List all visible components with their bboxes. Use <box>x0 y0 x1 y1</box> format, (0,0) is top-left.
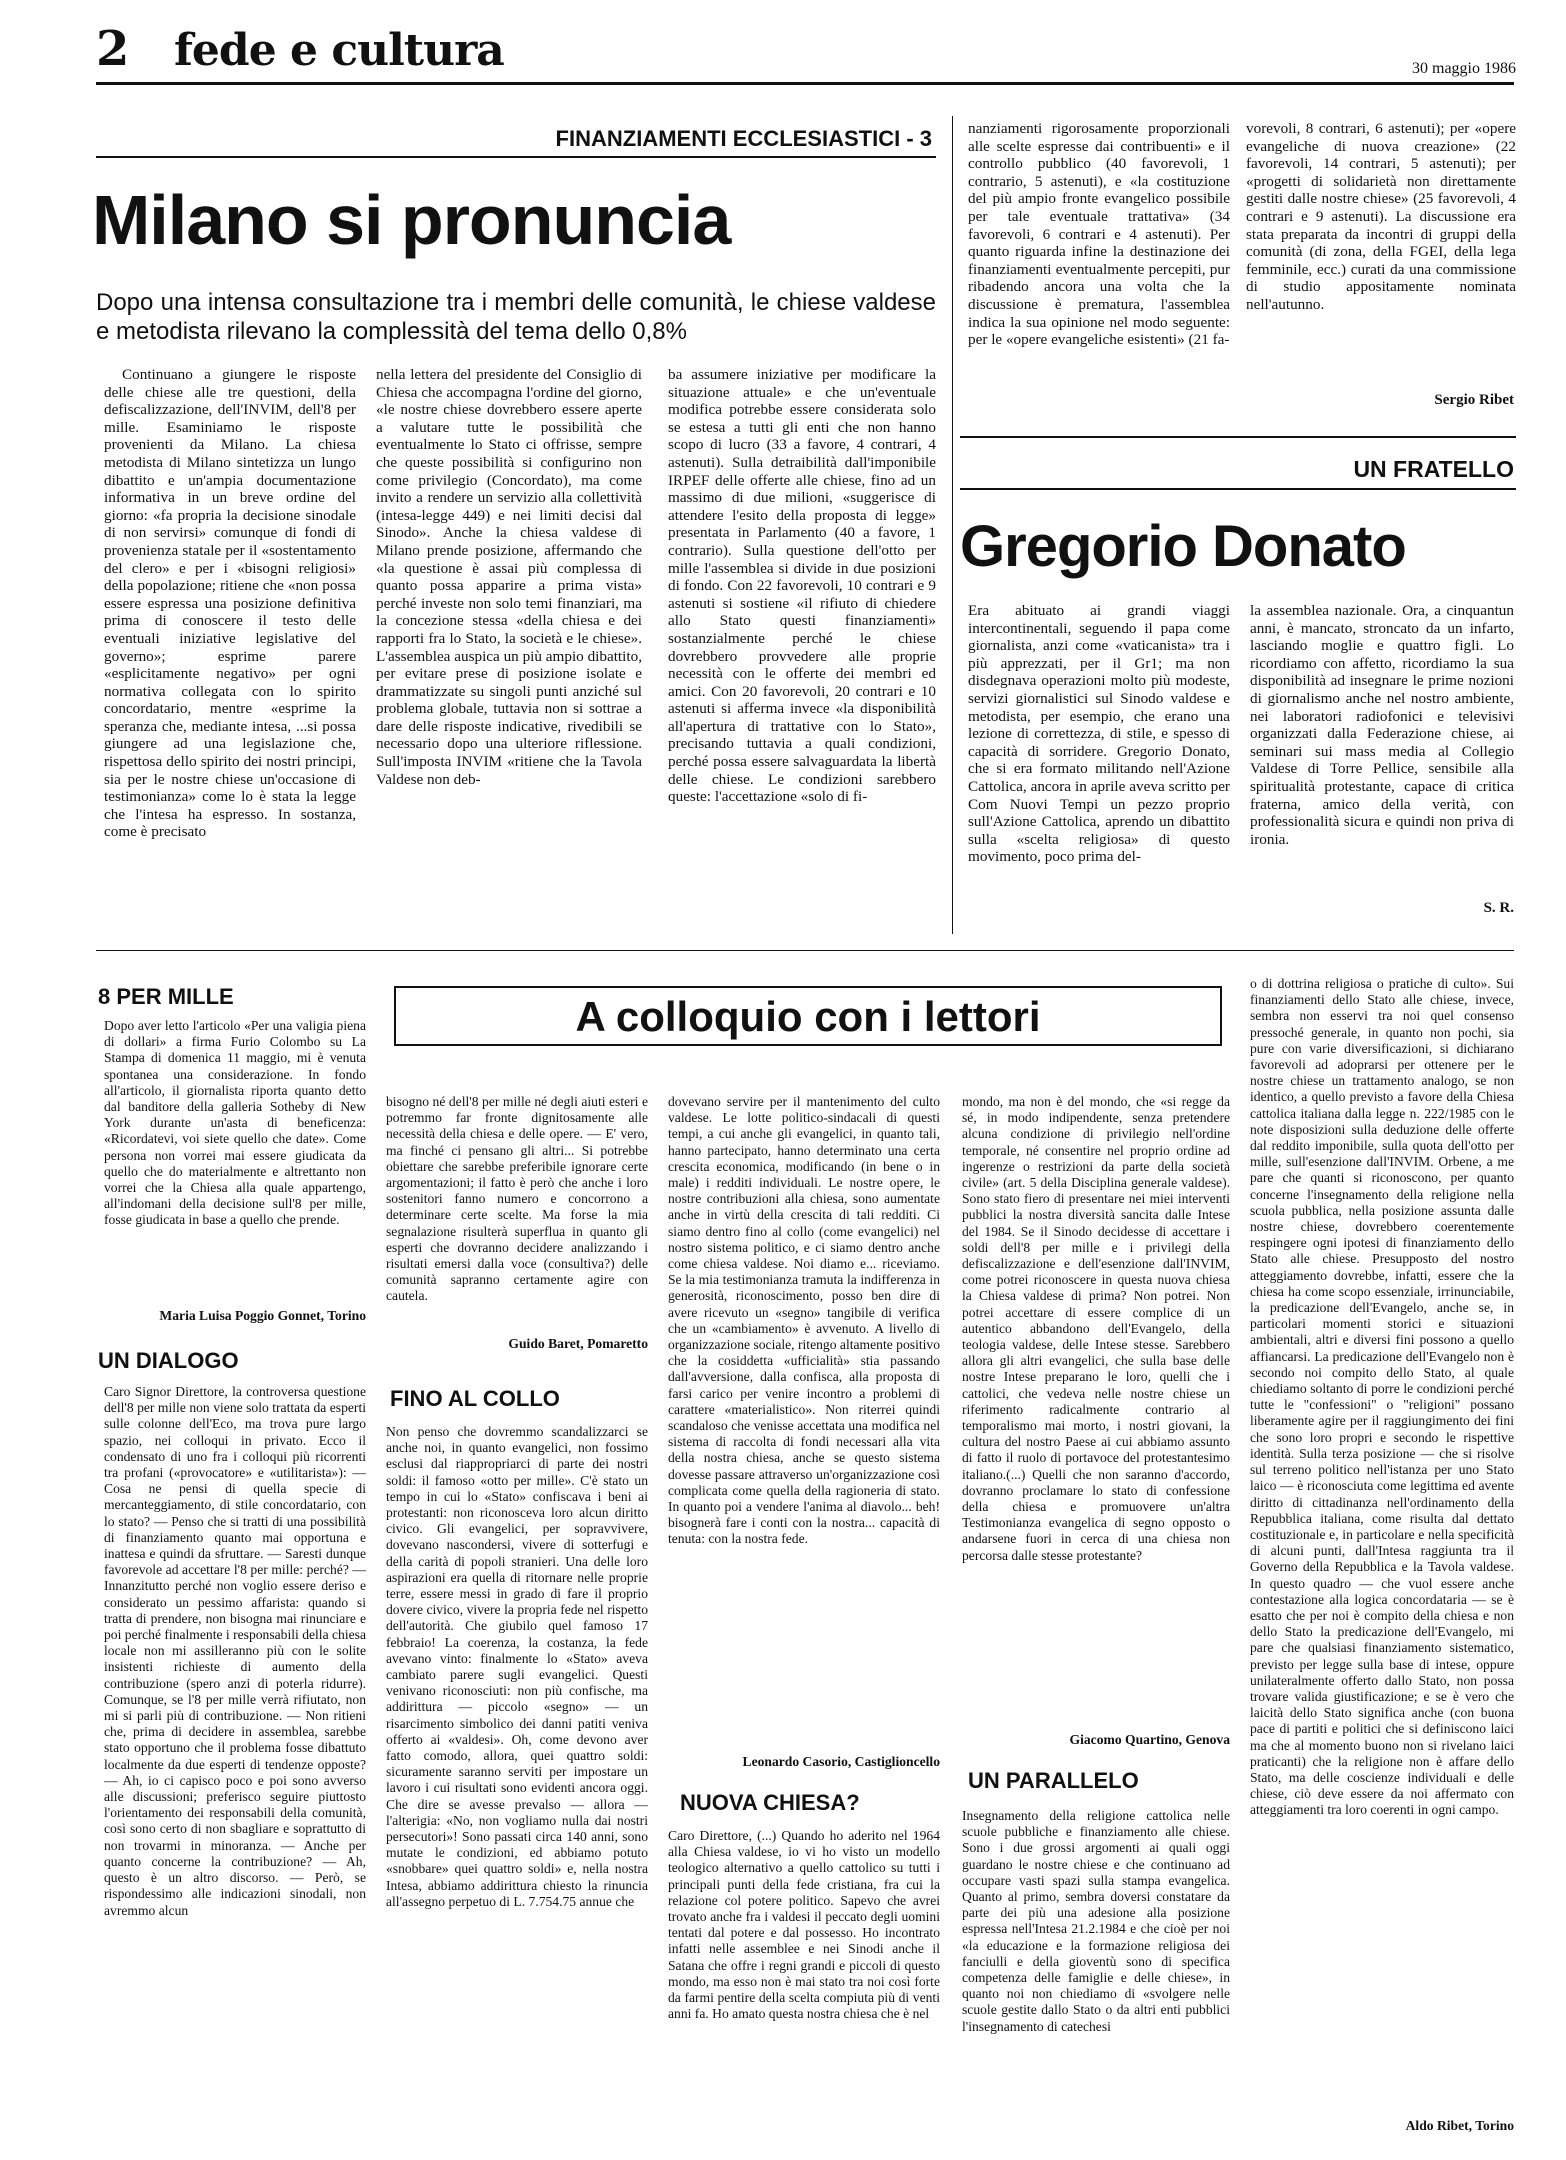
letter-per-mille-body: Dopo aver letto l'articolo «Per una valigia piena di dollari» a firma Furio Colombo su La Stampa di domenica 11 maggio, mi è venuta spontanea una considerazione. In fondo all'articolo, il giornalista riporta quanto detto dal banditore della galleria Sotheby di New York durante un'asta di beneficenza: «Ricordatevi, voi siete quello che date». Come persona non vorrei mai essere giudicata da quello che do materialmente e altrettanto non vorrei che la Chiesa alla quale appartengo, all'indomani della decisione sull'8 per mille, fosse giudicata in base a quello che prende. <box>104 1018 366 1228</box>
page-number: 2 <box>96 21 130 77</box>
article-column-2: nella lettera del presidente del Consiglio di Chiesa che accompagna l'ordine del giorno, «le nostre chiese dovrebbero essere aperte a valutare tutte le possibilità che eventualmente lo Stato ci offrisse, sempre che queste possibilità si configurino non come privilegio (Concordato), ma come invito a rendere un servizio alla collettività (intesa-legge 449) e nei limiti decisi dal Sinodo». Anche la chiesa valdese di Milano prende posizione, affermando che «la questione è assai più complessa di quanto possa apparire a prima vista» perché investe non solo temi finanziari, ma la concezione stessa «della chiesa e dei rapporti fra lo Stato, la società e le chiese». L'assemblea auspica un più ampio dibattito, per evitare prese di posizione isolate e drammatizzate su singoli punti anziché sul problema globale, tuttavia non si sottrae a dare delle risposte indicative, rivedibili se necessario dopo una ulteriore riflessione. Sull'imposta INVIM «ritiene che la Tavola Valdese non deb- <box>376 366 642 788</box>
obituary-top-rule <box>960 436 1516 438</box>
obituary-signature: S. R. <box>1483 900 1514 916</box>
letters-banner-box <box>394 986 1222 1046</box>
letter-heading-nuova: NUOVA CHIESA? <box>680 1790 860 1815</box>
letter-baret-signature: Guido Baret, Pomaretto <box>508 1336 648 1351</box>
article-signature: Sergio Ribet <box>1434 392 1514 408</box>
letters-banner: A colloquio con i lettori <box>575 993 1041 1040</box>
letter-ribet-body: o di dottrina religiosa o pratiche di culto». Sui finanziamenti dello Stato alle chiese, invece, sembra non esservi tra noi quel consenso pressoché generale, in quanto non pochi, sia pure con varie diversificazioni, si dichiarano favorevoli ad adoprarsi per ottenere per le nostre chiese un trattamento analogo, se non identico, a quello previsto a favore della Chiesa cattolica italiana dalla legge n. 222/1985 con le note disposizioni sulla deduzione delle offerte dal reddito imponibile, sulla quota dell'otto per mille, sull'esenzione dall'INVIM. Orbene, a me pare che quanti si riconoscono, per quanto concerne l'insegnamento della religione nella scuola pubblica, nella posizione assunta dalle nostre chiese, dovrebbero coerentemente respingere ogni ipotesi di finanziamento dello Stato alle chiese. Presupposto del nostro atteggiamento dovrebbe, infatti, essere che la chiesa ha come scopo essenziale, irrinunciabile, la predicazione dell'Evangelo, anche se, in particolari momenti storici e situazioni ambientali, altri e diversi fini possono a quello affiancarsi. La predicazione dell'Evangelo non è secondo noi compito dello Stato, al quale chiediamo soltanto di porre le condizioni perché tutte le "confessioni" o "religioni" possano liberamente agire per il raggiungimento dei fini che sono loro propri e secondo le rispettive identità. Sulla terza posizione — che si risolve sul terreno politico nell'istanza per uno Stato laico — è riconosciuta come legittima ed avente diritto di cittadinanza nell'ordinamento della Repubblica italiana, come risulta dal dettato costituzionale e, in particolare e nella specificità di alcuni punti, dall'Intesa raggiunta tra il Governo della Repubblica e la Tavola valdese. In questo quadro — che vuol essere anche contestazione alla logica concordataria — se è esatto che per noi è compito della chiesa e non dello Stato la predicazione dell'Evangelo, mi pare che qualsiasi finanziamento sistematico, previsto per legge sulla base di intese, oppure unilateralmente offerto dallo Stato, non possa trovare valida giustificazione; e se è vero che laicità dello Stato significa anche (con buona pace di partiti e politici che si definiscono laici ma che al momento buono non si rivelano laici praticanti) che la religione non è affare dello Stato, ma delle coscienze individuali e delle chiese, ciò deve essere da noi affermato con atteggiamenti tra loro coerenti in ogni campo. <box>1250 976 1514 1818</box>
obituary-column-2: la assemblea nazionale. Ora, a cinquantun anni, è mancato, stroncato da un infarto, lasciando moglie e quattro figli. Lo ricordiamo con affetto, ricordiamo la sua disponibilità ad insegnare le prime nozioni di giornalismo anche nel nostro ambiente, nei laboratori radiofonici e televisivi organizzati dalla Federazione chiese, ai seminari sui mass media al Collegio Valdese di Torre Pellice, sensibile alla spiritualità protestante, capace di critica fraterna, amico della verità, con professionalità sicura e quindi non priva di ironia. <box>1250 602 1514 848</box>
letter-collo-signature: Leonardo Casorio, Castiglioncello <box>742 1754 940 1769</box>
obituary-headline: Gregorio Donato <box>960 514 1406 579</box>
article-deck: Dopo una intensa consultazione tra i membri delle comunità, le chiese valdese e metodista rilevano la complessità del tema dello 0,8% <box>96 289 936 345</box>
kicker-rule <box>96 156 936 158</box>
letter-heading-collo: FINO AL COLLO <box>390 1386 560 1411</box>
letter-per-mille-signature: Maria Luisa Poggio Gonnet, Torino <box>159 1308 366 1323</box>
vertical-rule <box>952 116 953 934</box>
article-column-5: vorevoli, 8 contrari, 6 astenuti); per «opere evangeliche di nuova creazione» (22 favorevoli, 14 contrari, 5 astenuti); per «progetti di solidarietà non direttamente gestiti dalle nostre chiese» (25 favorevoli, 4 contrari e 9 astenuti). La discussione era stata preparata da incontri di gruppi della comunità (di zona, della FGEI, della lega femminile, ecc.) curati da una commissione di studio appositamente nominata nell'autunno. <box>1246 120 1516 313</box>
obituary-kicker-rule <box>960 488 1516 490</box>
letter-quartino-signature: Giacomo Quartino, Genova <box>1069 1732 1230 1747</box>
article-column-3: ba assumere iniziative per modificare la situazione attuale» e che un'eventuale modifica potrebbe essere considerata solo se estesa a tutti gli enti che non hanno scopo di lucro (33 a favore, 4 contrari, 4 astenuti). Sulla detraibilità dall'imponibile IRPEF delle offerte alle chiese, fino ad un massimo di due milioni, «suggerisce di attendere l'esito della proposta di legge» presentata in Parlamento (40 a favore, 1 contrario). Sulla questione dell'otto per mille l'assemblea si divide in due posizioni di fondo. Con 22 favorevoli, 10 contrari e 9 astenuti si sostiene «il rifiuto di chiedere allo Stato questi finanziamenti» sostanzialmente perché le chiese dovrebbero provvedere alle proprie necessità con le offerte dei membri ed amici. Con 20 favorevoli, 20 contrari e 10 astenuti si afferma invece «la disponibilità all'apertura di trattative con lo Stato», precisando tuttavia a quali condizioni, perché possa essere salvaguardata la libertà delle chiese. Le condizioni sarebbero queste: l'accettazione «solo di fi- <box>668 366 936 806</box>
letter-parallelo-body: Insegnamento della religione cattolica nelle scuole pubbliche e finanziamento alle chiese. Sono i due grossi argomenti ai quali oggi guardano le nostre chiese e che continuano ad occupare vasti spazi sulla stampa evangelica. Quanto al primo, sembra doversi constatare da parte dei più una adesione alla posizione espressa nell'Intesa 21.2.1984 e che cioè per noi «la educazione e la formazione religiosa dei fanciulli e della gioventù sono di specifica competenza delle famiglie e delle chiese», in quanto noi non chiediamo di «svolgere nelle scuole gestite dallo Stato o da altri enti pubblici l'insegnamento di catechesi <box>962 1808 1230 2034</box>
letter-quartino-body: mondo, ma non è del mondo, che «si regge da sé, in modo indipendente, senza pretendere alcuna condizione di privilegio nell'ordine temporale, né consentire nel proprio ordine ad ingerenze o restrizioni da parte della società civile» (art. 5 della Disciplina generale valdese). Sono stato fiero di presentare nei miei interventi pubblici la nostra diversità sancita dalle Intese del 1984. Se il Sinodo decidesse di accettare i soldi dell'8 per mille e i privilegi della defiscalizzazione e dell'esenzione dall'INVIM, come potrei riconoscere in questa nuova chiesa la Chiesa valdese di prima? Non potrei. Non potrei accettare di essere complice di un autentico abbandono dell'Evangelo, della teologia valdese, delle Intese stesse. Sarebbero allora gli altri evangelici, che sulla base delle nostre Intese preparano le loro, quelli che i cattolici, che vedeva nelle nostre chiese un riferimento radicalmente contrario al temporalismo mai morto, i nostri giovani, la cultura del nostro Paese ai cui abbiamo assunto di fatto il ruolo di portavoce del protestantesimo italiano.(...) Quelli che non saranno d'accordo, dovranno proclamare lo stato di confessione della chiesa e promuovere un'altra Testimonianza evangelica di segno opposto o andarsene fuori in cerca di una chiesa non percorsa dalle stesse protestante? <box>962 1094 1230 1563</box>
article-headline: Milano si pronuncia <box>92 181 731 259</box>
letter-collo-body-continued: dovevano servire per il mantenimento del culto valdese. Le lotte politico-sindacali di questi tempi, a cui anche gli evangelici, in quanto tali, hanno partecipato, hanno determinato una certa crescita economica, modificando (in bene o in male) i redditi individuali. Le nostre opere, le nostre contribuzioni alla chiesa, sono aumentate anche in virtù della crescita di tali redditi. Ci siamo dentro fino al collo (come evangelici) nel nostro sistema politico, e ci siamo dentro anche come chiesa valdese. Noi diamo e... riceviamo. Se la mia testimonianza tramuta la indifferenza in generosità, riconoscimento, posso ben dire di avere ricevuto un «segno» tangibile di verifica che un «cambiamento» è avvenuto. A livello di organizzazione sociale, ritengo altamente positivo che la cosiddetta «ufficialità» stia passando dall'avversione, dalla confisca, alla proposta di farsi carico per venire incontro a problemi di carattere «materialistico». Non riterrei quindi scandaloso che venisse accettata una modifica nel sistema di raccolta di fondi necessari alla vita della nostra chiesa, anche se questo sistema dovesse passare attraverso un'organizzazione così complicata come quella della ragioneria di stato. In quanto poi a vendere l'anima al diavolo... beh! bisognerà fare i conti con la nostra... capacità di tenuta: con la nostra fede. <box>668 1094 940 1547</box>
issue-date: 30 maggio 1986 <box>1412 60 1516 77</box>
masthead <box>96 22 1516 82</box>
letter-baret-body: bisogno né dell'8 per mille né degli aiuti esteri e potremmo far fronte dignitosamente alle necessità della chiesa e delle opere. — E' vero, ma finché ci pensano gli altri... Si potrebbe obiettare che sarebbe preferibile ignorare certe argomentazioni; il fatto è però che anche i loro sostenitori fanno numero e concorrono a determinare certe scelte. Ma forse la mia segnalazione risulterà superflua in quanto gli esperti che dovranno decidere analizzando i risultati emersi dalla voce (consultiva?) delle comunità sapranno certamente agire con cautela. <box>386 1094 648 1304</box>
obituary-column-1: Era abituato ai grandi viaggi intercontinentali, seguendo il papa come giornalista, anzi come «vaticanista» tra i più apprezzati, per il Gr1; ma non disdegnava operazioni molto più modeste, servizi giornalistici sul Sinodo valdese e metodista, per esempio, che erano una lezione di correttezza, di stile, e spesso di capacità di sorridere. Gregorio Donato, che si era formato militando nell'Azione Cattolica, ancora in aprile aveva scritto per Com Nuovi Tempi un pezzo proprio sull'Azione Cattolica, aprendo un dibattito sulla «scelta religiosa» di questo movimento, poco prima del- <box>968 602 1230 866</box>
letter-heading-per-mille: 8 PER MILLE <box>98 984 234 1009</box>
letter-heading-parallelo: UN PARALLELO <box>968 1768 1139 1793</box>
letter-heading-dialogo: UN DIALOGO <box>98 1348 239 1373</box>
letter-dialogo-body: Caro Signor Direttore, la controversa questione dell'8 per mille non viene solo trattata da esperti sulle colonne dell'Eco, ma trova pure largo spazio, nei colloqui in privato. Ecco il condensato di uno fra i colloqui più ricorrenti tra profani («provocatore» e «utilitarista»): — Cosa ne pensi di quella specie di mercanteggiamento, di stile concordatario, con lo stato? — Penso che si tratti di una possibilità di finanziamento quanto mai opportuna e inattesa e quindi da sfruttare. — Saresti dunque favorevole ad accettare l'8 per mille: perché? — Innanzitutto perché non voglio essere deriso e considerato un pessimo affarista: quando si tratta di prendere, non bisogna mai rinunciare e poi perché finalmente i responsabili della chiesa locale non mi assilleranno più con le solite insistenti richieste di aumento della contribuzione (spero anzi di poterla ridurre). Comunque, se l'8 per mille verrà rifiutato, non mi si parli più di contribuzione. — Non ritieni che, prima di decidere in assemblea, sarebbe stato opportuno che il problema fosse dibattuto localmente da due esperti di tendenze opposte? — Ah, io ci capisco poco e poi sono avverso alle discussioni; preferisco seguire piuttosto l'orientamento dei responsabili della comunità, così sono certo di non sbagliare e soprattutto di non trovarmi in minoranza. — Anche per quanto concerne la contribuzione? — Ah, questo è un altro discorso. — Però, se rispondessimo alle indicazioni sinodali, non avremmo alcun <box>104 1384 366 1918</box>
article-column-4: nanziamenti rigorosamente proporzionali alle scelte espresse dai contribuenti» e il controllo pubblico (40 favorevoli, 1 contrario, 5 astenuti), e «la costituzione del più ampio fronte evangelico possibile per tale eventuale trattativa» (34 favorevoli, 6 contrari e 4 astenuti). Per quanto riguarda infine la destinazione dei finanziamenti eventualmente percepiti, pur ribadendo ancora una volta che la discussione è prematura, l'assemblea indica la sua opinione nel modo seguente: per le «opere evangeliche esistenti» (21 fa- <box>968 120 1230 349</box>
letter-ribet-signature: Aldo Ribet, Torino <box>1405 2118 1514 2133</box>
page-mid-rule <box>96 950 1514 951</box>
letter-collo-body: Non penso che dovremmo scandalizzarci se anche noi, in quanto evangelici, non fossimo esclusi dal riappropriarci di parte dei nostri soldi: il famoso «otto per mille». C'è stato un tempo in cui lo «Stato» confiscava i beni ai protestanti: non riconosceva loro alcun diritto civico. Gli evangelici, per sopravvivere, dovevano nascondersi, vivere di sotterfugi e della carità di popoli stranieri. Una delle loro aspirazioni era quella di ritornare nelle proprie terre, essere messi in grado di fare il proprio dovere civico, vivere la propria fede nel rispetto dell'autorità. Che giubilo quel famoso 17 febbraio! La coerenza, la costanza, la fede avevano vinto: finalmente lo «Stato» aveva cambiato parere sugli evangelici. Questi venivano riconosciuti: non più confische, ma addirittura — piccolo «segno» — un risarcimento simbolico dei danni patiti veniva offerto ai «valdesi». Oh, come devono aver fatto comodo, allora, quei quattro soldi: sicuramente saranno serviti per impostare un lavoro i cui risultati sono evidenti ancora oggi. Che dire se avesse prevalso — allora — l'alterigia: «No, non vogliamo nulla dai nostri persecutori»! Sono passati circa 140 anni, sono mutate le condizioni, ed abbiamo potuto «snobbare» quei quattro soldi» e, nella nostra Intesa, abbiamo addirittura chiesto la rinuncia all'assegno perpetuo di L. 7.754.75 annue che <box>386 1424 648 1909</box>
masthead-rule <box>96 82 1514 85</box>
section-title: fede e cultura <box>174 25 504 76</box>
obituary-kicker: UN FRATELLO <box>1353 456 1514 482</box>
article-column-1: Continuano a giungere le risposte delle chiese alle tre questioni, della defiscalizzazione, dell'INVIM, dell'8 per mille. Esaminiamo le risposte provenienti da Milano. La chiesa metodista di Milano sintetizza un lungo dibattito e un'ampia documentazione informativa in un breve ordine del giorno: «fa propria la decisione sinodale di non servirsi» comunque di fondi di provenienza statale per il «sostentamento del clero» e per i «bisogni religiosi» della popolazione; ritiene che «non possa essere espressa una posizione definitiva prima di conoscere il testo delle eventuali iniziative legislative del governo»; esprime parere «esplicitamente negativo» per ogni normativa collegata con lo spirito concordatario, mentre «esprime la speranza che, mediante intesa, ...si possa giungere ad una legislazione che, rispettosa dello spirito dei nostri principi, sia per le nostre chiese un'occasione di testimonianza» come lo è stata la legge che l'intesa ha espresso. In sostanza, come è precisato <box>104 366 356 841</box>
letter-nuova-body: Caro Direttore, (...) Quando ho aderito nel 1964 alla Chiesa valdese, io vi ho visto un modello teologico alternativo a quello cattolico su tutti i principali punti della fede cristiana, fra cui la relazione col potere politico. Sapevo che avrei trovato anche fra i valdesi il peccato degli uomini tentati dal potere e dal possesso. Ho incontrato infatti nelle assemblee e nei Sinodi anche il Satana che offre i regni grandi e piccoli di questo mondo, ma esso non è mai stato tra noi così forte da farmi pentire della scelta compiuta più di venti anni fa. Ho amato questa nostra chiesa che è nel <box>668 1828 940 2022</box>
article-kicker: FINANZIAMENTI ECCLESIASTICI - 3 <box>555 126 932 151</box>
